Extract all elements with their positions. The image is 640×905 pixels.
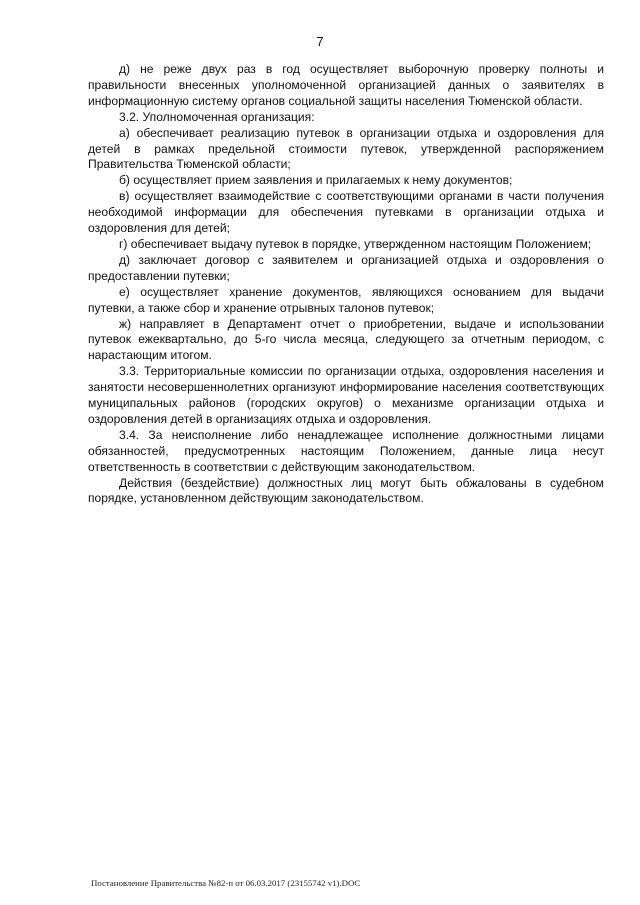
paragraph-3-2-v: в) осуществляет взаимодействие с соответствующими органами в части получения необходимой информации для обеспечения путевками в организации отдыха и оздоровления для детей; — [88, 189, 604, 236]
document-footer: Постановление Правительства №82-п от 06.03.2017 (23155742 v1).DOC — [91, 878, 361, 888]
paragraph-3-2-a: а) обеспечивает реализацию путевок в организации отдыха и оздоровления для детей в рамках предельной стоимости путевок, утвержденной распоряжением Правительства Тюменской области; — [88, 125, 604, 172]
paragraph-appeal: Действия (бездействие) должностных лиц могут быть обжалованы в судебном порядке, установленном действующим законодательством. — [88, 475, 604, 506]
page-number: 7 — [316, 34, 324, 49]
paragraph-3-2-d: д) заключает договор с заявителем и организацией отдыха и оздоровления о предоставлении путевки; — [88, 252, 604, 283]
paragraph-3-2-heading: 3.2. Уполномоченная организация: — [119, 109, 315, 124]
document-body — [88, 62, 604, 507]
paragraph-3-2-g: г) обеспечивает выдачу путевок в порядке, утвержденном настоящим Положением; — [119, 236, 592, 251]
paragraph-3-3: 3.3. Территориальные комиссии по организации отдыха, оздоровления населения и занятости несовершеннолетних организуют информирование населения соответствующих муниципальных районов (городских округов) о механизме организации отдыха и оздоровления детей в организациях отдыха и оздоровления. — [88, 364, 604, 426]
paragraph-1d-sampling-check: д) не реже двух раз в год осуществляет выборочную проверку полноты и правильности внесенных уполномоченной организацией данных о заявителях в информационную систему органов социальной защиты населения Тюменской области. — [88, 62, 604, 108]
paragraph-3-2-e: е) осуществляет хранение документов, являющихся основанием для выдачи путевки, а также сбор и хранение отрывных талонов путевок; — [88, 284, 604, 315]
paragraph-3-2-b: б) осуществляет прием заявления и прилагаемых к нему документов; — [119, 173, 513, 188]
paragraph-3-2-zh: ж) направляет в Департамент отчет о приобретении, выдаче и использовании путевок ежеквартально, до 5-го числа месяца, следующего за отчетным периодом, с нарастающим итогом. — [88, 316, 604, 363]
paragraph-3-4: 3.4. За неисполнение либо ненадлежащее исполнение должностными лицами обязанностей, предусмотренных настоящим Положением, данные лица несут ответственность в соответствии с действующим законодательством. — [88, 427, 604, 474]
